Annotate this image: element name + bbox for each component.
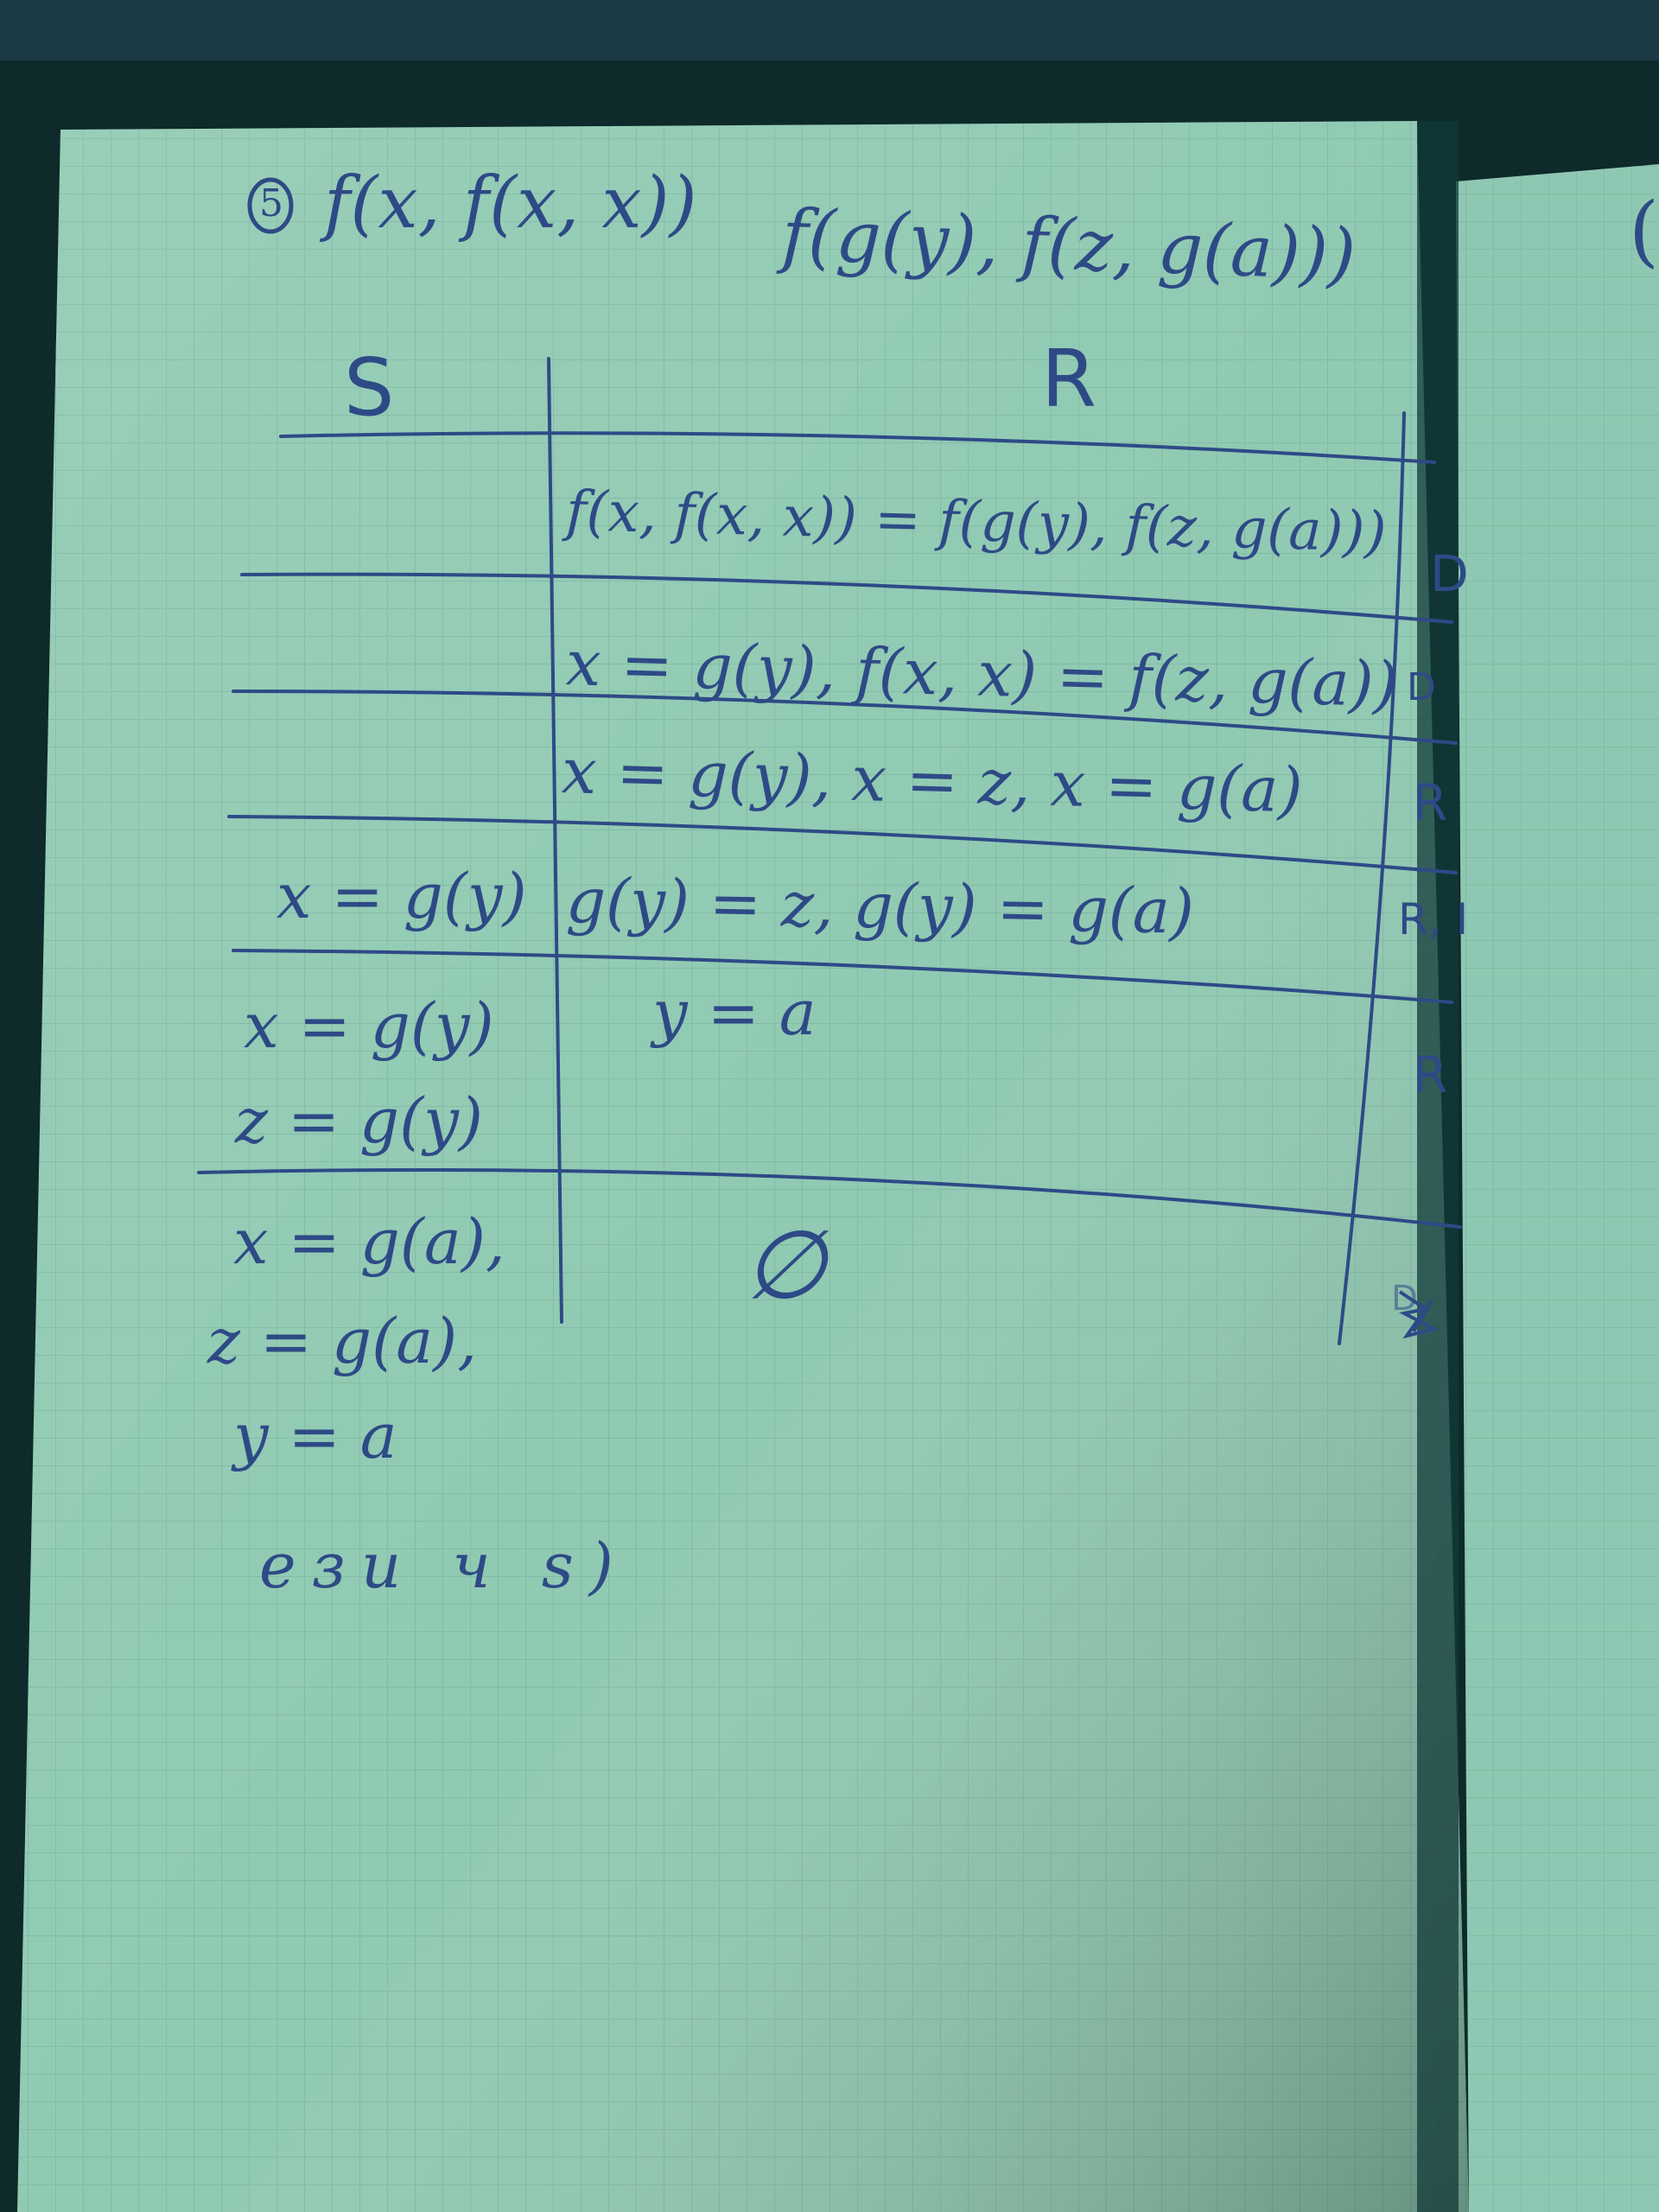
column-r-header: R <box>1041 333 1096 425</box>
row-1-rule: D <box>1430 544 1469 603</box>
row-5-rule: R <box>1413 1046 1448 1104</box>
row-6-r-empty-set: ∅ <box>743 1210 826 1320</box>
term-left: f(x, f(x, x)) <box>324 162 697 245</box>
row-6-s-equation-1: x = g(a), <box>233 1205 505 1278</box>
term-right: f(g(y), f(z, g(a))) <box>780 194 1357 297</box>
row-2-r-equation: x = g(y), f(x, x) = f(z, g(a)) <box>564 626 1399 721</box>
row-3-r-equation: x = g(y), x = z, x = g(a) <box>560 734 1304 827</box>
row-6-rule: D <box>1391 1279 1418 1319</box>
row-6-s-equation-3: y = a <box>233 1400 397 1472</box>
exercise-number: 5 <box>259 181 283 226</box>
right-page-glyph: ( <box>1629 186 1659 276</box>
footer-note: eзи ч s) <box>259 1529 629 1602</box>
row-2-rule: D <box>1407 665 1436 709</box>
row-4-s-equation: x = g(y) <box>276 860 527 932</box>
row-1-r-equation: f(x, f(x, x)) = f(g(y), f(z, g(a))) <box>565 480 1388 565</box>
row-4-rule: R, I <box>1398 894 1469 944</box>
row-6-s-equation-2: z = g(a), <box>207 1305 478 1377</box>
row-5-s-equation-2: z = g(y) <box>235 1084 483 1157</box>
row-5-s-equation-1: x = g(y) <box>244 989 494 1062</box>
row-3-rule: R <box>1413 773 1448 832</box>
column-s-header: S <box>344 341 395 434</box>
row-5-r-equation: y = a <box>652 976 817 1049</box>
row-4-r-equation: g(y) = z, g(y) = g(a) <box>565 864 1195 948</box>
